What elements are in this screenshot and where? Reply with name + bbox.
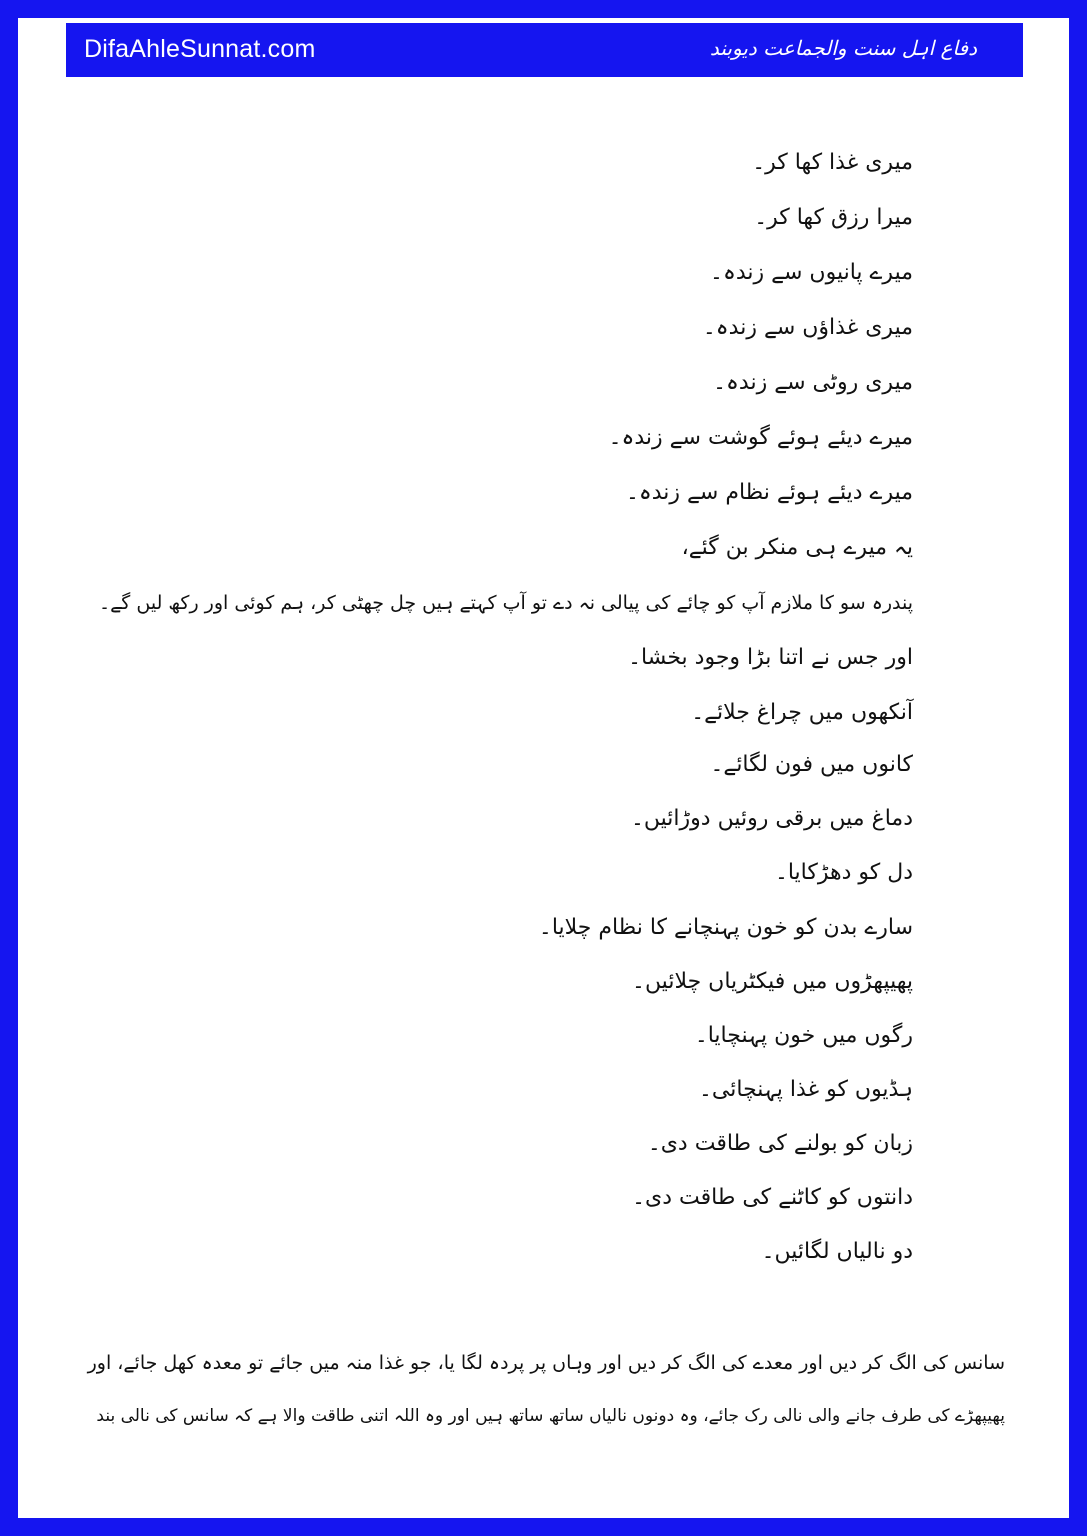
text-line: دو نالیاں لگائیں۔ xyxy=(761,1239,913,1264)
text-line: میری غذا کھا کر۔ xyxy=(752,150,913,175)
site-url[interactable]: DifaAhleSunnat.com xyxy=(84,35,316,63)
text-line: میرے دیئے ہوئے گوشت سے زندہ۔ xyxy=(608,425,913,450)
text-line: آنکھوں میں چراغ جلائے۔ xyxy=(691,700,913,725)
text-line: دل کو دھڑکایا۔ xyxy=(774,860,913,885)
text-line: میرا رزق کھا کر۔ xyxy=(754,205,913,230)
text-line: میری غذاؤں سے زندہ۔ xyxy=(702,315,913,340)
text-line: دانتوں کو کاٹنے کی طاقت دی۔ xyxy=(632,1185,913,1210)
text-line: رگوں میں خون پہنچایا۔ xyxy=(694,1023,913,1048)
text-line: میری روٹی سے زندہ۔ xyxy=(713,370,913,395)
paragraph-line: سانس کی الگ کر دیں اور معدے کی الگ کر دیں اور وہاں پر پردہ لگا یا، جو غذا منہ میں جائے تو معدہ کھل جائے، اور xyxy=(87,1352,1005,1374)
text-line: میرے دیئے ہوئے نظام سے زندہ۔ xyxy=(625,480,913,505)
paragraph-line: پھیپھڑے کی طرف جانے والی نالی رک جائے، وہ دونوں نالیاں ساتھ ساتھ ہیں اور وہ اللہ اتنی طاقت والا ہے کہ سانس کی نالی بند xyxy=(96,1406,1005,1426)
text-line: کانوں میں فون لگائے۔ xyxy=(710,752,913,777)
text-line: ہڈیوں کو غذا پہنچائی۔ xyxy=(699,1077,913,1102)
text-line: زبان کو بولنے کی طاقت دی۔ xyxy=(647,1131,913,1156)
text-line: پندرہ سو کا ملازم آپ کو چائے کی پیالی نہ دے تو آپ کہتے ہیں چل چھٹی کر، ہم کوئی اور رکھ لیں گے۔ xyxy=(99,592,913,614)
text-line: پھیپھڑوں میں فیکٹریاں چلائیں۔ xyxy=(632,969,913,994)
text-line: یہ میرے ہی منکر بن گئے، xyxy=(681,535,913,560)
text-line: اور جس نے اتنا بڑا وجود بخشا۔ xyxy=(628,645,913,670)
text-line: سارے بدن کو خون پہنچانے کا نظام چلایا۔ xyxy=(538,915,913,940)
site-title-urdu: دفاع اہل سنت والجماعت دیوبند xyxy=(709,36,977,60)
text-line: میرے پانیوں سے زندہ۔ xyxy=(710,260,913,285)
text-line: دماغ میں برقی روئیں دوڑائیں۔ xyxy=(631,806,913,831)
